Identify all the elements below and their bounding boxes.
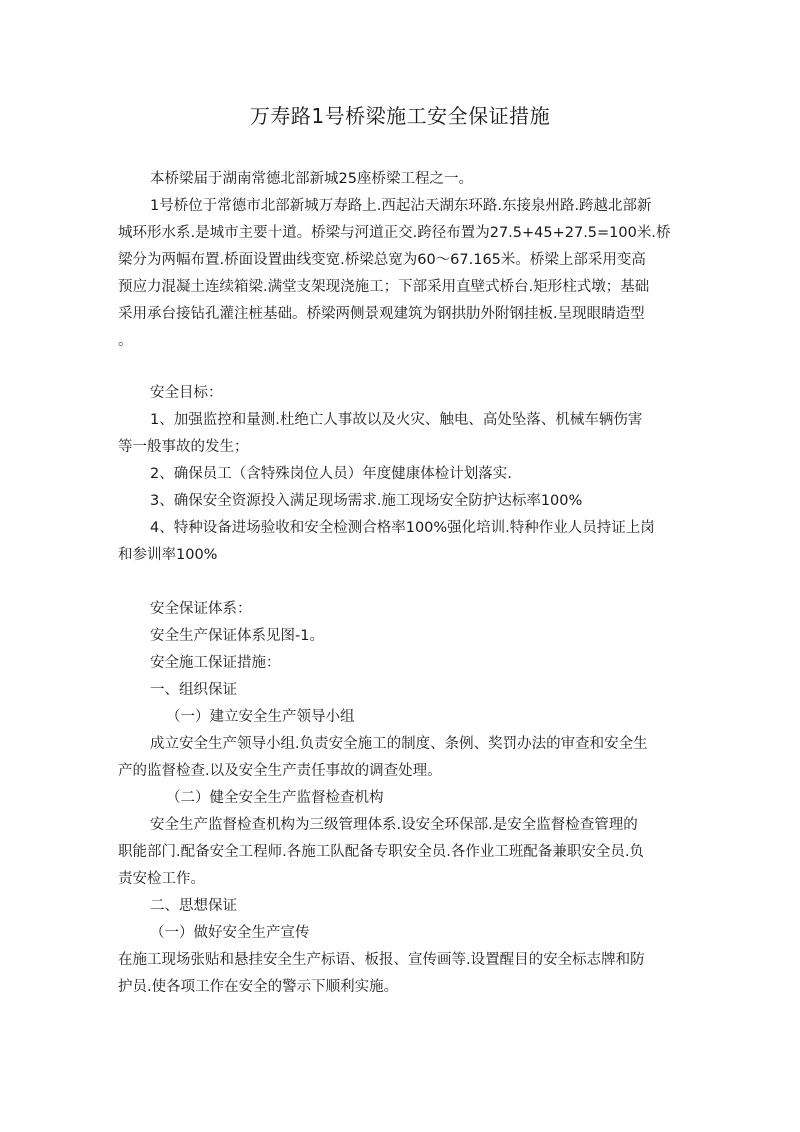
subsection-2-line-2: 职能部门.配备安全工程师.各施工队配备专职安全员.各作业工班配备兼职安全员.负 [118, 844, 644, 860]
subsection-3-line-1: 在施工现场张贴和悬挂安全生产标语、板报、宣传画等.设置醒目的安全标志牌和防 [118, 952, 645, 968]
intro-line-5: 采用承台接钻孔灌注桩基础。桥梁两侧景观建筑为钢拱肋外附钢挂板.呈现眼睛造型 [118, 306, 645, 322]
intro-line-1: 1号桥位于常德市北部新城万寿路上.西起沾天湖东环路.东接泉州路.跨越北部新 [150, 198, 652, 214]
subsection-1-heading: （一）建立安全生产领导小组 [166, 709, 355, 725]
goal-4-line-2: 和参训率100% [118, 547, 218, 563]
subsection-3-heading: （一）做好安全生产宣传 [150, 925, 310, 941]
goal-1-line-1: 1、加强监控和量测.杜绝亡人事故以及火灾、触电、高处坠落、机械车辆伤害 [150, 412, 643, 428]
goal-3: 3、确保安全资源投入满足现场需求.施工现场安全防护达标率100% [150, 493, 583, 509]
intro-line-2: 城环形水系.是城市主要十道。桥梁与河道正交.跨径布置为27.5+45+27.5=100米.桥 [118, 225, 671, 241]
subsection-2-heading: （二）健全安全生产监督检查机构 [166, 790, 384, 806]
subsection-1-line-2: 产的监督检查.以及安全生产责任事故的调查处理。 [118, 763, 442, 779]
subsection-3-line-2: 护员.使各项工作在安全的警示下顺利实施。 [118, 979, 399, 995]
system-reference: 安全生产保证体系见图-1。 [150, 628, 324, 644]
document-title: 万寿路1号桥梁施工安全保证措施 [249, 104, 551, 128]
intro-line-6: 。 [118, 333, 133, 349]
goal-2: 2、确保员工（含特殊岗位人员）年度健康体检计划落实. [150, 466, 512, 482]
section-2-heading: 二、思想保证 [150, 898, 237, 914]
intro-line-4: 预应力混凝土连续箱梁.满堂支架现浇施工；下部采用直壁式桥台.矩形柱式墩；基础 [118, 279, 650, 295]
measures-heading: 安全施工保证措施： [150, 655, 281, 671]
intro-line-3: 梁分为两幅布置.桥面设置曲线变宽.桥梁总宽为60～67.165米。桥梁上部采用变高 [118, 252, 646, 268]
subsection-1-line-1: 成立安全生产领导小组.负责安全施工的制度、条例、奖罚办法的审查和安全生 [150, 736, 648, 752]
intro-paragraph: 本桥梁届于湖南常德北部新城25座桥梁工程之一。 [150, 171, 473, 187]
section-1-heading: 一、组织保证 [150, 682, 237, 698]
goal-4-line-1: 4、特种设备进场验收和安全检测合格率100%强化培训.特种作业人员持证上岗 [150, 520, 655, 536]
subsection-2-line-3: 责安检工作。 [118, 871, 205, 887]
subsection-2-line-1: 安全生产监督检查机构为三级管理体系.设安全环保部.是安全监督检查管理的 [150, 817, 638, 833]
system-heading: 安全保证体系： [150, 601, 252, 617]
goal-1-line-2: 等一般事故的发生； [118, 439, 249, 455]
safety-goals-heading: 安全目标： [150, 385, 223, 401]
